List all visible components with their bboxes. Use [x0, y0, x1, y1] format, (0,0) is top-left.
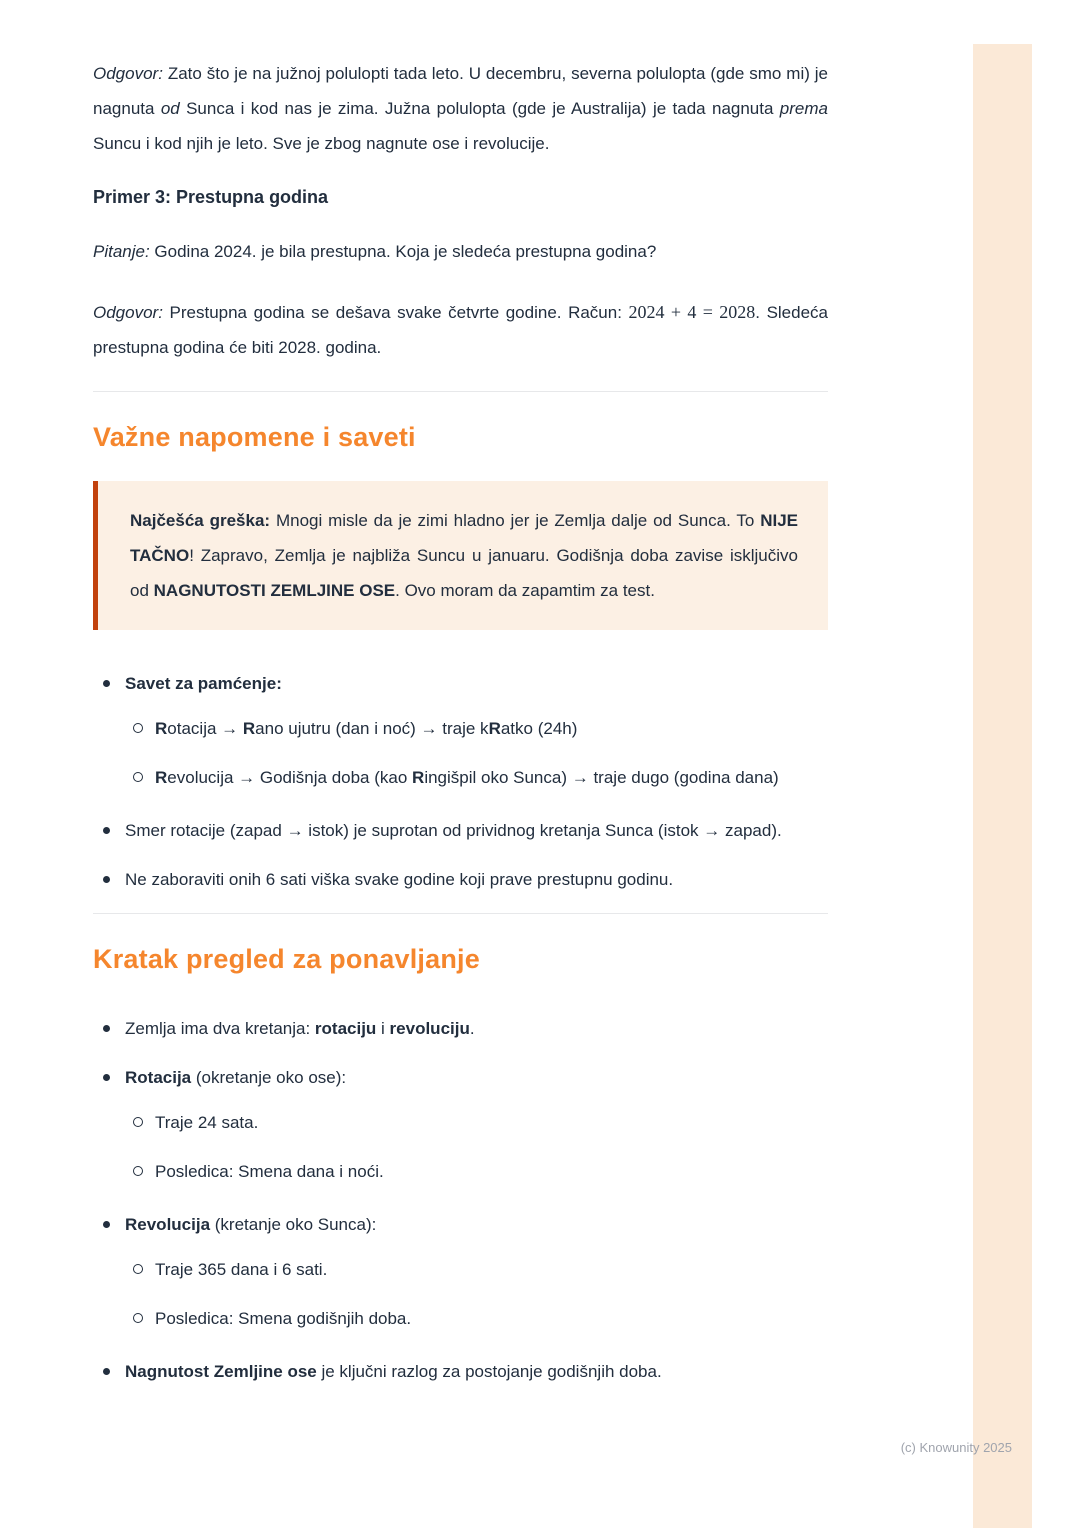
callout-text: Najčešća greška: Mnogi misle da je zimi hladno jer je Zemlja dalje od Sunca. To NIJE TAČNO! Zapravo, Zemlja je najbliža Suncu u januaru. Godišnja doba zavise isključivo od NAGNUTOSTI ZEMLJINE OSE. Ovo moram da zapamtim za test. [130, 511, 798, 600]
list-item-6-sati [103, 862, 828, 897]
list-item-text: Savet za pamćenje: [125, 674, 282, 693]
heading-kratak-pregled: Kratak pregled za ponavljanje [93, 944, 480, 974]
list-subitem-rotacija-posledica [133, 1154, 828, 1189]
common-mistake-callout [93, 481, 828, 630]
bullet-circle-icon [133, 772, 143, 782]
list-item-text: Traje 24 sata. [155, 1113, 259, 1132]
bullet-dot-icon [103, 827, 110, 834]
answer-paragraph-leap-year: Odgovor: Prestupna godina se dešava svake četvrte godine. Račun: 2024 + 4 = 2028. Sledeća prestupna godina će biti 2028. godina. [93, 302, 829, 357]
copyright-footer: (c) Knowunity 2025 [900, 1440, 1012, 1455]
bullet-dot-icon [103, 876, 110, 883]
list-item-text: Traje 365 dana i 6 sati. [155, 1260, 328, 1279]
list-item-text: Smer rotacije (zapad → istok) je suprotan od prividnog kretanja Sunca (istok → zapad). [125, 821, 782, 840]
document-content [93, 56, 828, 1399]
bullet-dot-icon [103, 680, 110, 687]
list-item-revolucija [103, 1207, 828, 1242]
heading-primer-3: Primer 3: Prestupna godina [93, 187, 329, 207]
list-item-text: Rotacija → Rano ujutru (dan i noć) → traje kRatko (24h) [155, 719, 578, 738]
section-divider-2 [93, 913, 828, 914]
question-paragraph-leap-year: Pitanje: Godina 2024. je bila prestupna. Koja je sledeća prestupna godina? [93, 242, 657, 261]
list-item-text: Revolucija → Godišnja doba (kao Ringišpil oko Sunca) → traje dugo (godina dana) [155, 768, 779, 787]
bullet-circle-icon [133, 1117, 143, 1127]
section-divider-1 [93, 391, 828, 392]
page-edge-stripe [973, 44, 1032, 1528]
list-item-dva-kretanja [103, 1011, 828, 1046]
bullet-dot-icon [103, 1221, 110, 1228]
list-item-text: Nagnutost Zemljine ose je ključni razlog za postojanje godišnjih doba. [125, 1362, 662, 1381]
heading-vazne-napomene: Važne napomene i saveti [93, 422, 416, 452]
bullet-dot-icon [103, 1368, 110, 1375]
list-item-text: Ne zaboraviti onih 6 sati viška svake godine koji prave prestupnu godinu. [125, 870, 674, 889]
list-subitem-revolucija-mnemonic [133, 760, 828, 795]
answer-paragraph-seasons: Odgovor: Zato što je na južnoj polulopti tada leto. U decembru, severna polulopta (gde smo mi) je nagnuta od Sunca i kod nas je zima. Južna polulopta (gde je Australija) je tada nagnuta prema Suncu i kod njih je leto. Sve je zbog nagnute ose i revolucije. [93, 64, 828, 153]
bullet-circle-icon [133, 723, 143, 733]
list-item-savet [103, 666, 828, 701]
bullet-dot-icon [103, 1025, 110, 1032]
list-item-rotacija [103, 1060, 828, 1095]
bullet-circle-icon [133, 1264, 143, 1274]
bullet-circle-icon [133, 1166, 143, 1176]
review-list [93, 1011, 828, 1389]
list-subitem-revolucija-traje [133, 1252, 828, 1287]
list-item-text: Posledica: Smena godišnjih doba. [155, 1309, 412, 1328]
list-item-smer-rotacije [103, 813, 828, 848]
list-item-text: Posledica: Smena dana i noći. [155, 1162, 384, 1181]
list-item-nagnutost [103, 1354, 828, 1389]
list-item-text: Zemlja ima dva kretanja: rotaciju i revoluciju. [125, 1019, 475, 1038]
list-subitem-revolucija-posledica [133, 1301, 828, 1336]
list-subitem-rotacija-mnemonic [133, 711, 828, 746]
list-item-text: Revolucija (kretanje oko Sunca): [125, 1215, 377, 1234]
bullet-circle-icon [133, 1313, 143, 1323]
bullet-dot-icon [103, 1074, 110, 1081]
notes-list [93, 666, 828, 897]
list-subitem-rotacija-traje [133, 1105, 828, 1140]
list-item-text: Rotacija (okretanje oko ose): [125, 1068, 347, 1087]
